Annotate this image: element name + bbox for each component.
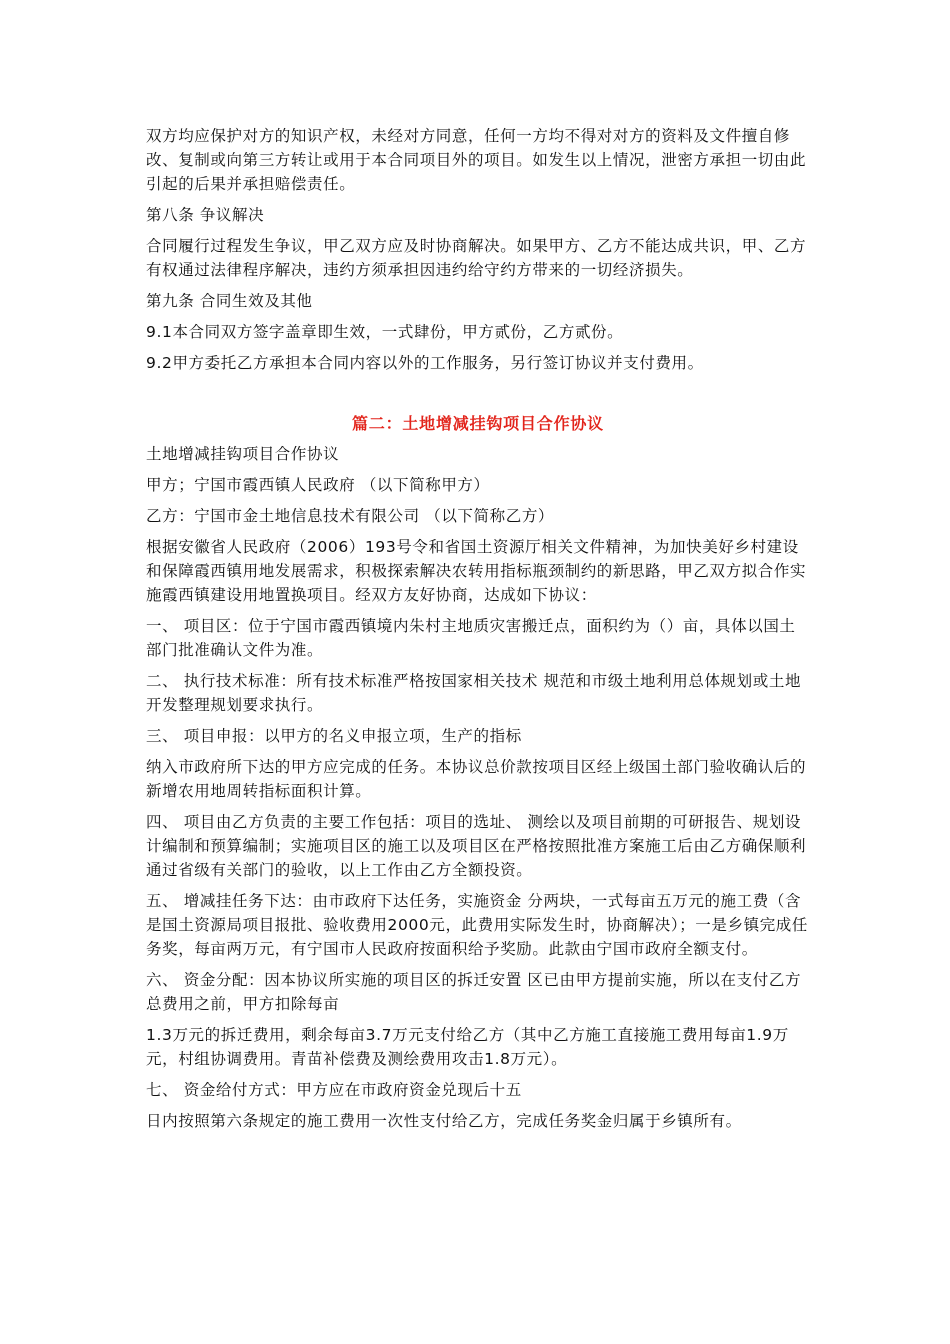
item-4: 四、 项目由乙方负责的主要工作包括：项目的选址、 测绘以及项目前期的可研报告、规划设计编制和预算编制；实施项目区的施工以及项目区在严格按照批准方案施工后由乙方确保顺利通过省级有关部门的验收，以上工作由乙方全额投资。 bbox=[146, 813, 807, 879]
preamble: 根据安徽省人民政府（2006）193号令和省国土资源厅相关文件精神，为加快美好乡村建设和保障霞西镇用地发展需求，积极探索解决农转用指标瓶颈制约的新思路，甲乙双方拟合作实施霞西镇建设用地置换项目。经双方友好协商，达成如下协议： bbox=[146, 538, 807, 604]
clause-9-1: 9.1本合同双方签字盖章即生效，一式肆份，甲方贰份，乙方贰份。 bbox=[146, 323, 624, 341]
item-7-continued: 日内按照第六条规定的施工费用一次性支付给乙方，完成任务奖金归属于乡镇所有。 bbox=[146, 1112, 742, 1130]
party-b: 乙方：宁国市金土地信息技术有限公司 （以下简称乙方） bbox=[146, 507, 555, 525]
item-2: 二、 执行技术标准：所有技术标准严格按国家相关技术 规范和市级土地利用总体规划或土地开发整理规划要求执行。 bbox=[146, 672, 802, 714]
item-5: 五、 增减挂任务下达：由市政府下达任务，实施资金 分两块，一式每亩五万元的施工费（含是国土资源局项目报批、验收费用2000元，此费用实际发生时，协商解决）；一是乡镇完成任务奖，每亩两万元，有宁国市人民政府按面积给予奖励。此款由宁国市政府全额支付。 bbox=[146, 892, 808, 958]
item-7: 七、 资金给付方式：甲方应在市政府资金兑现后十五 bbox=[146, 1081, 522, 1099]
clause-9-2: 9.2甲方委托乙方承担本合同内容以外的工作服务，另行签订协议并支付费用。 bbox=[146, 354, 704, 372]
item-3: 三、 项目申报：以甲方的名义申报立项，生产的指标 bbox=[146, 727, 522, 745]
document-page bbox=[146, 124, 810, 1140]
section-2-subtitle: 土地增减挂钩项目合作协议 bbox=[146, 445, 340, 463]
item-6-continued: 1.3万元的拆迁费用，剩余每亩3.7万元支付给乙方（其中乙方施工直接施工费用每亩1.9万元，村组协调费用。青苗补偿费及测绘费用攻击1.8万元）。 bbox=[146, 1026, 789, 1068]
paragraph-ip-protection: 双方均应保护对方的知识产权，未经对方同意，任何一方均不得对对方的资料及文件擅自修改、复制或向第三方转让或用于本合同项目外的项目。如发生以上情况，泄密方承担一切由此引起的后果并承担赔偿责任。 bbox=[146, 127, 807, 193]
article-9-heading: 第九条 合同生效及其他 bbox=[146, 292, 313, 310]
section-2-title: 篇二：土地增减挂钩项目合作协议 bbox=[351, 414, 604, 433]
article-8-text: 合同履行过程发生争议，甲乙双方应及时协商解决。如果甲方、乙方不能达成共识，甲、乙方有权通过法律程序解决，违约方须承担因违约给守约方带来的一切经济损失。 bbox=[146, 237, 807, 279]
party-a: 甲方；宁国市霞西镇人民政府 （以下简称甲方） bbox=[146, 476, 490, 494]
article-8-heading: 第八条 争议解决 bbox=[146, 206, 265, 224]
item-6: 六、 资金分配：因本协议所实施的项目区的拆迁安置 区已由甲方提前实施，所以在支付乙方总费用之前，甲方扣除每亩 bbox=[146, 971, 802, 1013]
item-1: 一、 项目区：位于宁国市霞西镇境内朱村主地质灾害搬迁点，面积约为（）亩，具体以国土部门批准确认文件为准。 bbox=[146, 617, 796, 659]
item-3-continued: 纳入市政府所下达的甲方应完成的任务。本协议总价款按项目区经上级国土部门验收确认后的新增农用地周转指标面积计算。 bbox=[146, 758, 807, 800]
